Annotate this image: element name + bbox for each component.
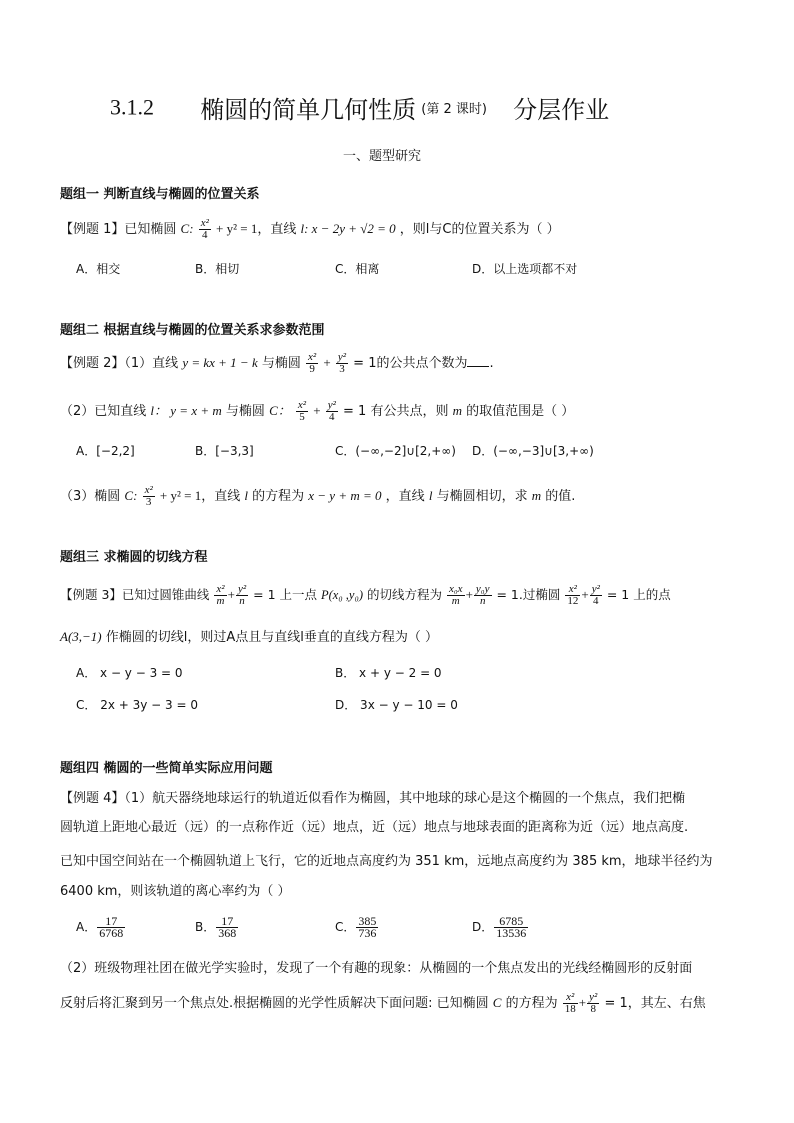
example-1-stem: 【例题 1】已知椭圆 C: $\frac{\text{x²}}{4}$ + y² = 1，直线 l: x − 2y + √2 = 0 ，则l与C的位置关系为（ ） bbox=[60, 217, 560, 241]
example-1-option-a[interactable]: A．相交 bbox=[76, 262, 121, 276]
fraction: $\frac{\text{y²}}{3}$ bbox=[337, 351, 347, 375]
group-1-title: 题组一 判断直线与椭圆的位置关系 bbox=[60, 187, 260, 202]
group-4-title: 题组四 椭圆的一些简单实际应用问题 bbox=[60, 761, 273, 776]
example-4-part-2-line-2: 反射后将汇聚到另一个焦点处.根据椭圆的光学性质解决下面问题: 已知椭圆 C 的方程为 $\frac{\text{x²}}{18}$ + $\frac{\text{y²}}{8}$ = 1，其左、右焦 bbox=[60, 991, 706, 1015]
lesson-number: 3.1.2 bbox=[110, 94, 154, 120]
example-3-option-c[interactable]: C． 2x + 3y − 3 = 0 bbox=[76, 698, 198, 712]
example-3-option-b[interactable]: B． x + y − 2 = 0 bbox=[335, 666, 442, 680]
group-3-title: 题组三 求椭圆的切线方程 bbox=[60, 550, 208, 565]
answer-blank[interactable] bbox=[467, 354, 489, 367]
fraction: $\frac{\text{x²}}{3}$ bbox=[144, 484, 153, 508]
example-2-part-2: （2）已知直线 l： y = x + m 与椭圆 C： $\frac{\text{x²}}{5}$ + $\frac{\text{y²}}{4}$ = 1 有公共点，则 m 的取值范围是（ ） bbox=[60, 399, 575, 423]
group-2-title: 题组二 根据直线与椭圆的位置关系求参数范围 bbox=[60, 323, 325, 338]
example-4-line-4: 6400 km，则该轨道的离心率约为（ ） bbox=[60, 884, 291, 899]
example-3-option-a[interactable]: A． x − y − 3 = 0 bbox=[76, 666, 183, 680]
example-4-option-b[interactable]: B． $\frac{17}{368}$ bbox=[195, 914, 237, 940]
example-4-option-a[interactable]: A． $\frac{17}{6768}$ bbox=[76, 914, 124, 940]
lesson-title: 椭圆的简单几何性质 bbox=[200, 96, 417, 124]
example-3-stem: 【例题 3】已知过圆锥曲线 $\frac{\text{x²}}{m}$ + $\frac{\text{y²}}{n}$ = 1 上一点 P(x₀ ,y₀) 的切线方程为 $\frac{\text{x₀x}}{m}$ + $\frac{\text{y₀y}}{n}$ = 1.过椭圆 $\frac{\text{x²}}{12}$ + $\frac{\text{y²}}{4}$ = 1 上的点 bbox=[60, 583, 671, 607]
lesson-subtitle: 分层作业 bbox=[513, 96, 610, 124]
example-2-option-d[interactable]: D．(−∞,−3]∪[3,+∞) bbox=[472, 444, 594, 458]
example-2-option-a[interactable]: A．[−2,2] bbox=[76, 444, 135, 458]
example-2-part-1: 【例题 2】（1）直线 y = kx + 1 − k 与椭圆 $\frac{\text{x²}}{9}$ + $\frac{\text{y²}}{3}$ = 1的公共点个数为 . bbox=[60, 351, 494, 375]
example-4-line-3: 已知中国空间站在一个椭圆轨道上飞行，它的近地点高度约为 351 km，远地点高度约为 385 km，地球半径约为 bbox=[60, 854, 713, 869]
example-4-option-c[interactable]: C． $\frac{385}{736}$ bbox=[335, 914, 377, 940]
example-3-option-d[interactable]: D． 3x − y − 10 = 0 bbox=[335, 698, 458, 712]
example-3-line-2: A(3,−1) 作椭圆的切线l，则过A点且与直线l垂直的直线方程为（ ） bbox=[60, 629, 439, 645]
example-4-part-2-line-1: （2）班级物理社团在做光学实验时，发现了一个有趣的现象：从椭圆的一个焦点发出的光线经椭圆形的反射面 bbox=[60, 961, 693, 976]
example-1-option-c[interactable]: C．相离 bbox=[335, 262, 380, 276]
example-2-option-c[interactable]: C．(−∞,−2]∪[2,+∞) bbox=[335, 444, 456, 458]
example-2-option-b[interactable]: B．[−3,3] bbox=[195, 444, 254, 458]
example-4-line-1: 【例题 4】（1）航天器绕地球运行的轨道近似看作为椭圆，其中地球的球心是这个椭圆的一个焦点，我们把椭 bbox=[60, 791, 686, 806]
example-4-line-2: 圆轨道上距地心最近（远）的一点称作近（远）地点，近（远）地点与地球表面的距离称为近（远）地点高度. bbox=[60, 820, 689, 835]
fraction: $\frac{\text{x²}}{4}$ bbox=[200, 217, 209, 241]
lesson-period: (第 2 课时) bbox=[421, 102, 487, 117]
fraction: $\frac{\text{x²}}{5}$ bbox=[297, 399, 307, 423]
page-header bbox=[110, 90, 609, 125]
example-1-option-b[interactable]: B．相切 bbox=[195, 262, 240, 276]
fraction: $\frac{\text{x²}}{9}$ bbox=[308, 351, 317, 375]
fraction: $\frac{\text{y²}}{4}$ bbox=[327, 399, 336, 423]
example-1-option-d[interactable]: D．以上选项都不对 bbox=[472, 262, 578, 276]
example-4-option-d[interactable]: D． $\frac{6785}{13536}$ bbox=[472, 914, 527, 940]
example-2-part-3: （3）椭圆 C: $\frac{\text{x²}}{3}$ + y² = 1，直线 l 的方程为 x − y + m = 0 ，直线 l 与椭圆相切，求 m 的值. bbox=[60, 484, 576, 508]
section-title: 一、题型研究 bbox=[343, 149, 422, 164]
